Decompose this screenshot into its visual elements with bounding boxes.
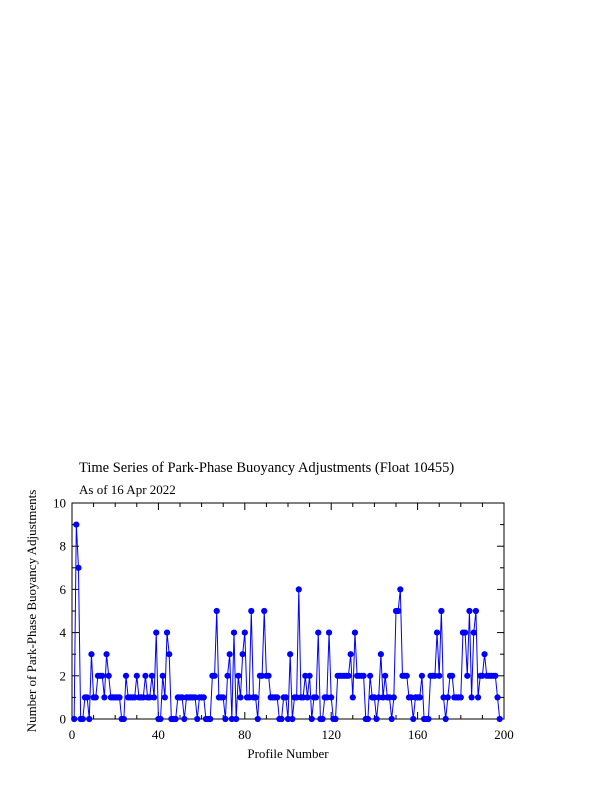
data-point: [389, 716, 395, 722]
data-point: [410, 716, 416, 722]
y-tick-label: 10: [53, 495, 66, 511]
data-point: [80, 716, 86, 722]
y-tick-label: 4: [59, 625, 66, 641]
data-point: [235, 673, 241, 679]
data-point: [475, 694, 481, 700]
data-point: [361, 673, 367, 679]
data-point: [231, 630, 237, 636]
data-point: [436, 673, 442, 679]
data-point: [397, 586, 403, 592]
data-point: [332, 716, 338, 722]
data-point: [173, 716, 179, 722]
data-point: [157, 716, 163, 722]
data-point: [315, 630, 321, 636]
x-tick-label: 80: [238, 727, 252, 742]
data-point: [106, 673, 112, 679]
data-point: [283, 694, 289, 700]
data-point: [116, 694, 122, 700]
data-point: [425, 716, 431, 722]
data-point: [471, 630, 477, 636]
x-tick-label: 40: [151, 727, 165, 742]
data-point: [99, 673, 105, 679]
data-point: [134, 673, 140, 679]
y-axis-label: Number of Park-Phase Buoyancy Adjustments: [24, 489, 39, 733]
data-point: [464, 673, 470, 679]
data-point: [345, 673, 351, 679]
data-point: [222, 716, 228, 722]
data-point: [473, 608, 479, 614]
data-point: [274, 694, 280, 700]
data-point: [313, 694, 319, 700]
data-point: [201, 694, 207, 700]
data-point: [224, 673, 230, 679]
data-point: [121, 716, 127, 722]
data-point: [328, 694, 334, 700]
data-point: [181, 716, 187, 722]
data-point: [166, 651, 172, 657]
data-point: [352, 630, 358, 636]
data-point: [373, 716, 379, 722]
data-point: [93, 694, 99, 700]
data-point: [242, 630, 248, 636]
data-point: [492, 673, 498, 679]
data-point: [443, 716, 449, 722]
data-point: [142, 673, 148, 679]
data-point: [404, 673, 410, 679]
data-point: [86, 716, 92, 722]
data-point: [296, 586, 302, 592]
x-tick-label: 160: [407, 727, 428, 742]
data-point: [449, 673, 455, 679]
data-point: [162, 694, 168, 700]
data-point: [445, 694, 451, 700]
data-point: [84, 694, 90, 700]
data-point: [211, 673, 217, 679]
data-point: [255, 716, 261, 722]
data-point: [395, 608, 401, 614]
data-point: [382, 673, 388, 679]
y-tick-label: 6: [59, 581, 66, 597]
data-point: [73, 522, 79, 528]
data-point: [378, 651, 384, 657]
data-point: [149, 673, 155, 679]
data-point: [75, 565, 81, 571]
y-tick-label: 0: [59, 711, 66, 727]
data-point: [153, 630, 159, 636]
chart-title: Time Series of Park-Phase Buoyancy Adjustments (Float 10455): [79, 460, 455, 476]
series-line: [74, 525, 500, 719]
data-point: [469, 694, 475, 700]
data-point: [494, 694, 500, 700]
data-point: [240, 651, 246, 657]
y-tick-label: 2: [59, 668, 66, 684]
data-point: [417, 694, 423, 700]
data-point: [248, 608, 254, 614]
y-tick-label: 8: [59, 538, 66, 554]
data-point: [462, 630, 468, 636]
data-point: [287, 651, 293, 657]
data-point: [309, 716, 315, 722]
data-point: [151, 694, 157, 700]
data-series: [71, 522, 503, 723]
data-point: [391, 694, 397, 700]
data-point: [326, 630, 332, 636]
data-point: [261, 608, 267, 614]
data-point: [227, 651, 233, 657]
data-point: [214, 608, 220, 614]
data-point: [123, 673, 129, 679]
data-point: [289, 716, 295, 722]
x-tick-label: 0: [68, 727, 76, 742]
data-point: [253, 694, 259, 700]
data-point: [101, 694, 107, 700]
data-point: [103, 651, 109, 657]
data-point: [466, 608, 472, 614]
x-tick-label: 200: [494, 727, 514, 742]
chart-subtitle: As of 16 Apr 2022: [79, 482, 176, 497]
data-point: [481, 651, 487, 657]
data-point: [164, 630, 170, 636]
data-point: [458, 694, 464, 700]
data-point: [278, 716, 284, 722]
data-point: [434, 630, 440, 636]
data-point: [348, 651, 354, 657]
data-point: [88, 651, 94, 657]
data-point: [497, 716, 503, 722]
data-point: [367, 673, 373, 679]
data-point: [438, 608, 444, 614]
data-point: [350, 694, 356, 700]
data-point: [419, 673, 425, 679]
data-point: [233, 716, 239, 722]
data-point: [237, 694, 243, 700]
data-point: [160, 673, 166, 679]
x-axis-label: Profile Number: [247, 746, 329, 761]
x-tick-label: 120: [321, 727, 341, 742]
data-point: [220, 694, 226, 700]
data-point: [319, 716, 325, 722]
data-point: [71, 716, 77, 722]
data-point: [207, 716, 213, 722]
data-point: [304, 694, 310, 700]
data-point: [194, 716, 200, 722]
data-point: [365, 716, 371, 722]
data-point: [307, 673, 313, 679]
data-point: [265, 673, 271, 679]
